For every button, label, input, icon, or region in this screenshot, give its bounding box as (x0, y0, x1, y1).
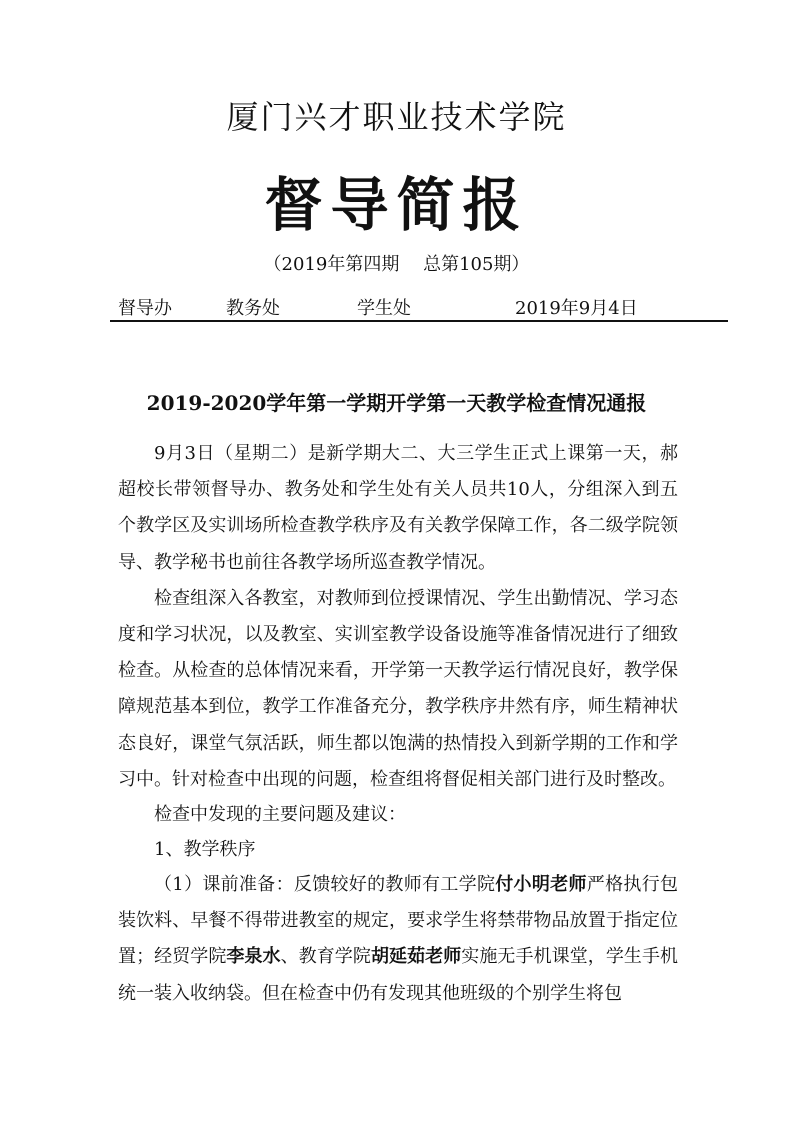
issue-date: 2019年9月4日 (515, 298, 638, 319)
teacher-name: 付小明老师 (495, 874, 587, 896)
office-student-affairs: 学生处 (357, 298, 411, 319)
issue-number: （2019年第四期 总第105期） (263, 254, 530, 275)
paragraph: 检查中发现的主要问题及建议： (154, 804, 406, 826)
teacher-name: 李泉水 (226, 946, 281, 968)
article-body (118, 436, 678, 1012)
office-supervision: 督导办 (118, 298, 172, 319)
section-heading: 1、教学秩序 (154, 838, 256, 860)
school-name: 厦门兴才职业技术学院 (226, 98, 567, 136)
article-title: 2019-2020学年第一学期开学第一天教学检查情况通报 (146, 391, 647, 415)
paragraph: （1）课前准备：反馈较好的教师有工学院付小明老师严格执行包装饮料、早餐不得带进教室的规定，要求学生将禁带物品放置于指定位置；经贸学院李泉水、教育学院胡延茹老师实施无手机课堂，学生手机统一装入收纳袋。但在检查中仍有发现其他班级的个别学生将包 (118, 874, 679, 1004)
header-divider (110, 320, 728, 322)
teacher-name: 胡延茹老师 (370, 946, 462, 968)
office-academic-affairs: 教务处 (226, 298, 280, 319)
paragraph: 9月3日（星期二）是新学期大二、大三学生正式上课第一天，郝超校长带领督导办、教务处和学生处有关人员共10人，分组深入到五个教学区及实训场所检查教学秩序及有关教学保障工作，各二级学院领导、教学秘书也前往各教学场所巡查教学情况。 (118, 443, 678, 573)
bulletin-title: 督导简报 (264, 171, 529, 239)
paragraph: 检查组深入各教室，对教师到位授课情况、学生出勤情况、学习态度和学习状况，以及教室、实训室教学设备设施等准备情况进行了细致检查。从检查的总体情况来看，开学第一天教学运行情况良好，教学保障规范基本到位，教学工作准备充分，教学秩序井然有序，师生精神状态良好，课堂气氛活跃，师生都以饱满的热情投入到新学期的工作和学习中。针对检查中出现的问题，检查组将督促相关部门进行及时整改。 (118, 587, 678, 790)
issuer-line (118, 294, 728, 320)
